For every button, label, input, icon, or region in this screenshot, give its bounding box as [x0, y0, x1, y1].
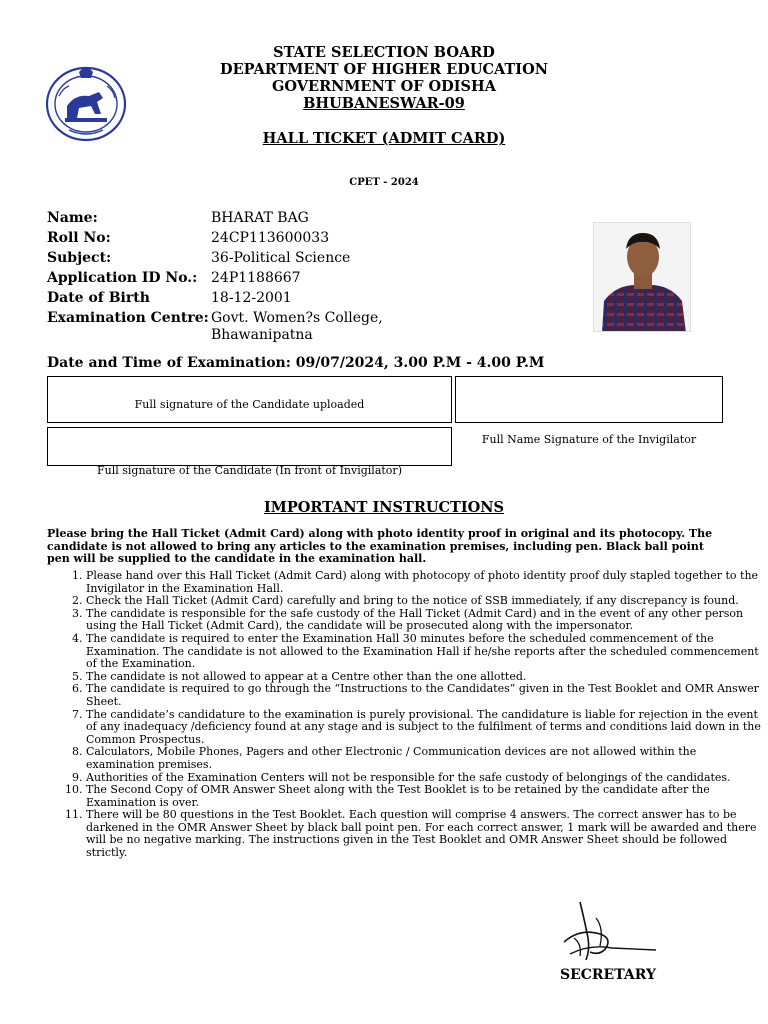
roll-label: Roll No: [47, 230, 111, 246]
invigilator-signature-box [455, 376, 723, 423]
uploaded-signature-caption: Full signature of the Candidate uploaded [134, 398, 365, 411]
instruction-item: 4. The candidate is required to enter the Examination Hall 30 minutes before the scheduled commencement of the Examination. The candidate is not allowed to the Examination Hall if he/she reports after the scheduled commencement of the Examination. [86, 633, 766, 671]
centre-value-line2: Bhawanipatna [211, 327, 313, 343]
instruction-item: 8. Calculators, Mobile Phones, Pagers and other Electronic / Communication devices are not allowed within the examination premises. [86, 746, 766, 771]
application-id-label: Application ID No.: [47, 270, 198, 286]
centre-label: Examination Centre: [47, 310, 209, 326]
dob-value: 18-12-2001 [211, 290, 292, 306]
instruction-item: 2. Check the Hall Ticket (Admit Card) carefully and bring to the notice of SSB immediately, if any discrepancy is found. [86, 595, 766, 608]
document-title: HALL TICKET (ADMIT CARD) [262, 130, 506, 147]
instruction-item: 11. There will be 80 questions in the Test Booklet. Each question will comprise 4 answers. The correct answer has to be darkened in the OMR Answer Sheet by black ball point pen. For each correct answer, 1 mark will be awarded and there will be no negative marking. The instructions given in the Test Booklet and OMR Answer Sheet should be followed strictly. [86, 809, 766, 859]
name-value: BHARAT BAG [211, 210, 309, 226]
front-signature-box [47, 427, 452, 466]
invigilator-signature-caption: Full Name Signature of the Invigilator [481, 433, 697, 446]
dob-label: Date of Birth [47, 290, 150, 306]
application-id-value: 24P1188667 [211, 270, 301, 286]
subject-value: 36-Political Science [211, 250, 351, 266]
instruction-item: 5. The candidate is not allowed to appear at a Centre other than the one allotted. [86, 671, 766, 684]
instruction-item: 1. Please hand over this Hall Ticket (Admit Card) along with photocopy of photo identity proof duly stapled together to the Invigilator in the Examination Hall. [86, 570, 766, 595]
government-name: GOVERNMENT OF ODISHA [272, 78, 496, 95]
instruction-item: 6. The candidate is required to go through the “Instructions to the Candidates” given in the Test Booklet and OMR Answer Sheet. [86, 683, 766, 708]
front-signature-caption: Full signature of the Candidate (In front of Invigilator) [97, 464, 402, 477]
candidate-photo [593, 222, 691, 332]
instruction-item: 10. The Second Copy of OMR Answer Sheet along with the Test Booklet is to be retained by the candidate after the Examination is over. [86, 784, 766, 809]
instruction-item: 3. The candidate is responsible for the safe custody of the Hall Ticket (Admit Card) and in the event of any other person using the Hall Ticket (Admit Card), the candidate will be prosecuted along with the impersonator. [86, 608, 766, 633]
instruction-item: 9. Authorities of the Examination Centers will not be responsible for the safe custody of belongings of the candidates. [86, 772, 766, 785]
board-name: STATE SELECTION BOARD [273, 44, 495, 61]
exam-code: CPET - 2024 [349, 177, 419, 188]
instructions-intro: Please bring the Hall Ticket (Admit Card) along with photo identity proof in original and its photocopy. The candidate is not allowed to bring any articles to the examination premises, including pen. Black ball point pen will be supplied to the candidate in the examination hall. [47, 527, 713, 566]
instructions-heading: IMPORTANT INSTRUCTIONS [264, 499, 504, 516]
instructions-list [47, 570, 766, 860]
roll-value: 24CP113600033 [211, 230, 330, 246]
subject-label: Subject: [47, 250, 112, 266]
city-name: BHUBANESWAR-09 [303, 95, 465, 112]
department-name: DEPARTMENT OF HIGHER EDUCATION [220, 61, 548, 78]
name-label: Name: [47, 210, 98, 226]
secretary-label: SECRETARY [560, 967, 656, 983]
secretary-signature [560, 898, 660, 968]
instruction-item: 7. The candidate’s candidature to the examination is purely provisional. The candidature is liable for rejection in the event of any inadequacy /deficiency found at any stage and is subject to the fulfilment of terms and conditions laid down in the Common Prospectus. [86, 709, 766, 747]
centre-value-line1: Govt. Women?s College, [211, 310, 383, 326]
uploaded-signature-box [47, 376, 452, 423]
exam-datetime: Date and Time of Examination: 09/07/2024, 3.00 P.M - 4.00 P.M [47, 355, 545, 371]
